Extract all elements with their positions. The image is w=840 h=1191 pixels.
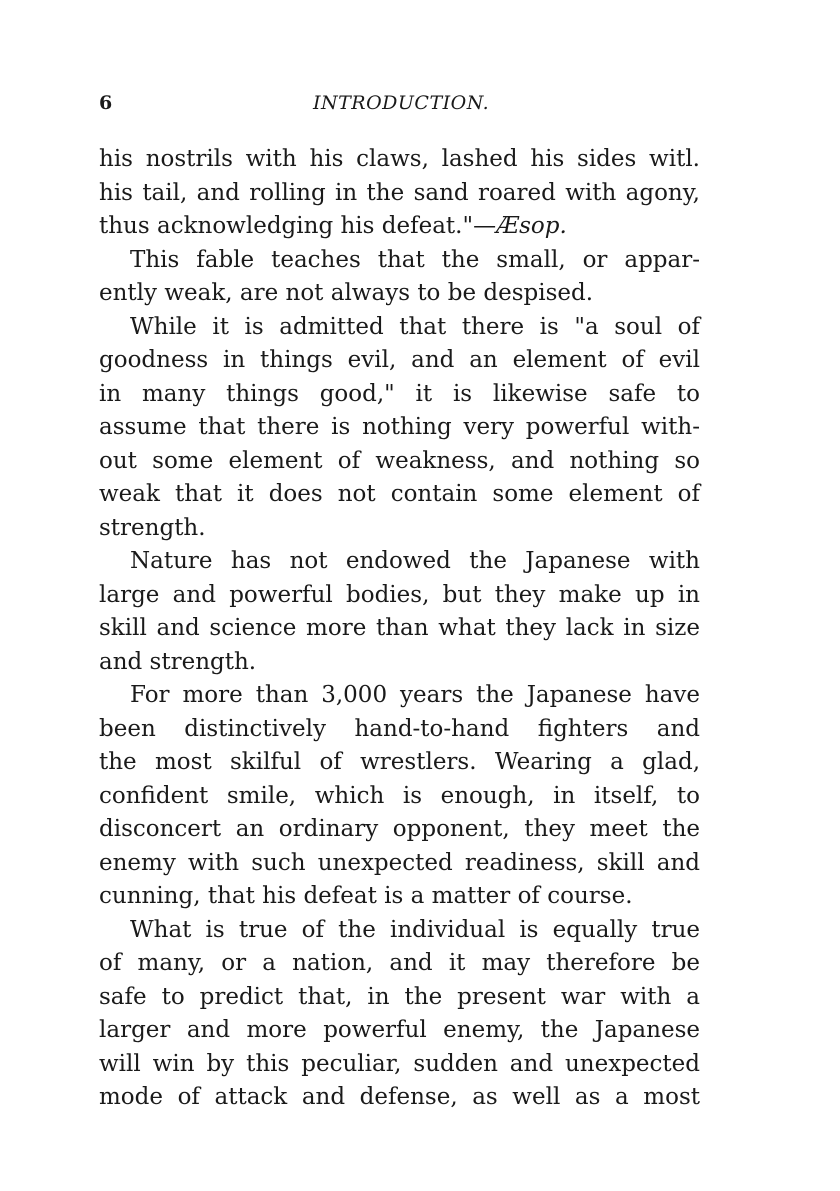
text-line: in many things good," it is likewise safe to xyxy=(99,380,700,407)
text-line xyxy=(99,210,700,244)
text-line: weak that it does not contain some element of xyxy=(99,481,700,507)
text-line: safe to predict that, in the present war with a xyxy=(99,983,700,1010)
text-line: disconcert an ordinary opponent, they meet the xyxy=(99,816,700,842)
text-line: strength. xyxy=(99,514,206,541)
text-line: ently weak, are not always to be despised. xyxy=(99,280,594,306)
text-line: skill and science more than what they lack in size xyxy=(99,615,700,641)
text-line: and strength. xyxy=(99,648,257,675)
text-line: mode of attack and defense, as well as a most xyxy=(99,1084,700,1110)
text-line-content: thus acknowledging his defeat."— xyxy=(99,213,497,239)
text-line: This fable teaches that the small, or appar- xyxy=(130,246,700,273)
text-line: assume that there is nothing very powerful with- xyxy=(99,414,700,440)
text-line: What is true of the individual is equally true xyxy=(130,916,700,943)
text-line: out some element of weakness, and nothing so xyxy=(99,447,700,474)
paragraph-wrestlers xyxy=(99,679,700,914)
attribution: Æsop. xyxy=(496,213,567,239)
paragraph-fable-moral xyxy=(99,244,700,311)
paragraph-nature xyxy=(99,545,700,679)
paragraph-nation xyxy=(99,914,700,1115)
paragraph-soul-of-goodness xyxy=(99,311,700,546)
page-header xyxy=(0,92,840,122)
text-line: will win by this peculiar, sudden and unexpected xyxy=(99,1050,700,1077)
text-line: For more than 3,000 years the Japanese have xyxy=(130,682,700,708)
text-line: his nostrils with his claws, lashed his sides witl. xyxy=(99,146,700,172)
page-number: 6 xyxy=(99,92,113,114)
text-line: large and powerful bodies, but they make up in xyxy=(99,581,700,608)
text-line: cunning, that his defeat is a matter of course. xyxy=(99,883,633,909)
text-line: his tail, and rolling in the sand roared with agony, xyxy=(99,179,700,206)
text-line: larger and more powerful enemy, the Japanese xyxy=(99,1017,700,1043)
running-head: INTRODUCTION. xyxy=(313,92,490,114)
text-line: the most skilful of wrestlers. Wearing a glad, xyxy=(99,749,700,775)
text-line: goodness in things evil, and an element of evil xyxy=(99,347,700,373)
text-line: been distinctively hand-to-hand fighters and xyxy=(99,715,700,742)
paragraph-aesop-quote xyxy=(99,143,700,244)
body-text xyxy=(99,143,700,1115)
text-line: of many, or a nation, and it may therefore be xyxy=(99,950,700,976)
text-line: Nature has not endowed the Japanese with xyxy=(130,548,700,574)
text-line: confident smile, which is enough, in itself, to xyxy=(99,782,700,809)
text-line: enemy with such unexpected readiness, skill and xyxy=(99,849,700,876)
text-line: While it is admitted that there is "a soul of xyxy=(130,313,700,340)
